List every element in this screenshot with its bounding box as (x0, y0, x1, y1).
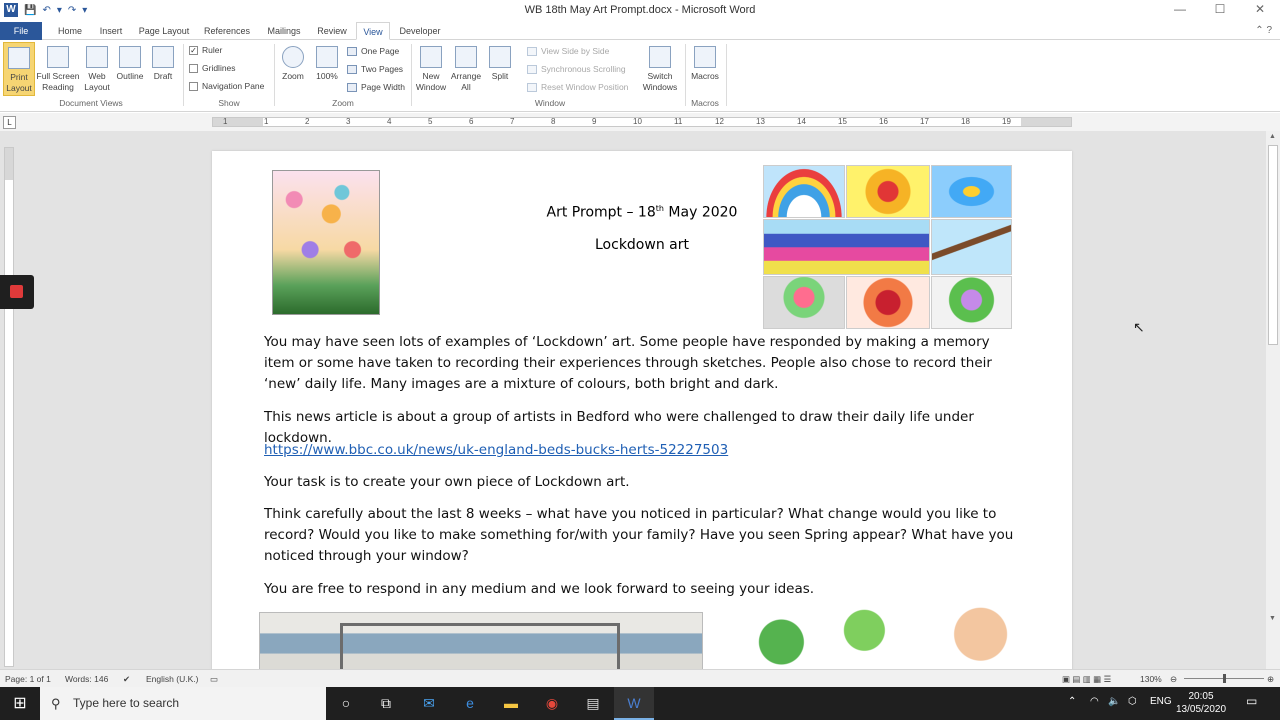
paragraph-article: This news article is about a group of artists in Bedford who were challenged to draw their daily life under lockdown. (264, 409, 974, 446)
ruler-top-margin (5, 148, 13, 180)
switch-windows-icon (649, 46, 671, 68)
recording-stop-button[interactable] (0, 275, 34, 309)
group-separator (183, 44, 184, 106)
group-separator (685, 44, 686, 106)
arrange-all-icon (455, 46, 477, 68)
reset-window-position-icon (527, 83, 537, 92)
vertical-ruler[interactable] (4, 147, 14, 667)
input-language[interactable]: ENG (1150, 696, 1172, 707)
ruler-check-icon: ✓ (190, 45, 197, 55)
paragraph-intro: You may have seen lots of examples of ‘Lockdown’ art. Some people have responded by making a memory item or some have taken to recording their experiences through sketches. People also chose to record their ‘new’ daily life. Many images are a mixture of colours, both bright and dark. (264, 334, 992, 392)
file-explorer-icon[interactable]: ▬ (504, 695, 518, 711)
ruler-number: 8 (551, 117, 556, 126)
ruler-number: 15 (838, 117, 847, 126)
minimize-button[interactable]: — (1174, 2, 1186, 16)
print-layout-icon (8, 47, 30, 69)
new-window-icon (420, 46, 442, 68)
view-side-by-side-button[interactable]: View Side by Side (527, 46, 609, 56)
group-label-window: Window (534, 98, 566, 108)
trees-painting-image (715, 603, 1047, 669)
word-taskbar-icon[interactable]: W (614, 687, 654, 720)
navigation-pane-check-icon (189, 82, 198, 91)
status-bar (0, 669, 1280, 687)
network-icon[interactable]: ◠ (1090, 696, 1099, 707)
art-collage-image (763, 165, 1012, 329)
ruler-number: 11 (674, 117, 683, 126)
store-icon[interactable]: ▤ (586, 695, 600, 711)
proofing-icon[interactable]: ✔ (123, 674, 131, 684)
flower-painting-image (272, 170, 380, 315)
ruler-bar (0, 113, 1280, 131)
split-button[interactable]: Split (486, 42, 514, 96)
undo-icon[interactable]: ↶ (42, 4, 51, 16)
view-buttons-icons[interactable]: ▣ ▤ ▥ ▦ ☰ (1062, 674, 1112, 684)
tab-view[interactable]: View (356, 22, 390, 40)
ruler-number: 12 (715, 117, 724, 126)
ruler-number: 19 (1002, 117, 1011, 126)
web-layout-icon (86, 46, 108, 68)
title-bar (0, 0, 1280, 22)
page-width-icon (347, 83, 357, 92)
ribbon (0, 40, 1280, 112)
full-screen-reading-icon (47, 46, 69, 68)
ruler-number: 16 (879, 117, 888, 126)
mouse-pointer-icon: ↖ (1133, 319, 1145, 335)
scrollbar-thumb[interactable] (1268, 145, 1278, 345)
ruler-number: 1 (223, 117, 228, 126)
zoom-100-icon (316, 46, 338, 68)
ribbon-tabs (0, 22, 1280, 40)
two-pages-button[interactable]: Two Pages (347, 64, 403, 74)
document-workspace (0, 131, 1280, 669)
chrome-icon[interactable]: ◉ (545, 695, 559, 711)
scroll-up-icon[interactable]: ▲ (1269, 133, 1276, 140)
group-separator (726, 44, 727, 106)
stop-icon (10, 285, 23, 298)
horizontal-ruler[interactable] (212, 117, 1072, 127)
group-separator (274, 44, 275, 106)
redo-icon[interactable]: ↷ (67, 4, 77, 16)
tab-insert[interactable]: Insert (99, 26, 123, 36)
ruler-number: 5 (428, 117, 433, 126)
window-controls (1160, 2, 1280, 16)
ruler-number: 18 (961, 117, 970, 126)
document-heading: Art Prompt – 18th May 2020 (546, 204, 738, 221)
navigation-pane-checkbox[interactable]: Navigation Pane (189, 81, 264, 91)
magnifier-icon (282, 46, 304, 68)
ruler-number: 9 (592, 117, 597, 126)
one-page-button[interactable]: One Page (347, 46, 399, 56)
gridlines-check-icon (189, 64, 198, 73)
cortana-icon[interactable]: ○ (341, 695, 351, 711)
word-count[interactable]: Words: 146 (65, 674, 109, 684)
search-icon: ⚲ (51, 696, 61, 711)
windows-taskbar (0, 687, 1280, 720)
macro-record-icon[interactable]: ▭ (210, 674, 219, 684)
print-layout-button[interactable]: Print Layout (3, 42, 35, 96)
ruler-number: 14 (797, 117, 806, 126)
tab-mailings[interactable]: Mailings (267, 26, 301, 36)
ruler-number: 4 (387, 117, 392, 126)
window-frame-shape (340, 623, 620, 669)
tab-references[interactable]: References (203, 26, 251, 36)
group-label-macros: Macros (691, 98, 719, 108)
ruler-right-margin (1021, 118, 1071, 126)
show-hidden-icons-icon[interactable]: ⌃ (1068, 696, 1077, 707)
ruler-number: 7 (510, 117, 515, 126)
macros-icon (694, 46, 716, 68)
arrange-all-button[interactable]: Arrange All (449, 42, 483, 96)
synchronous-scrolling-button[interactable]: Synchronous Scrolling (527, 64, 626, 74)
zoom-slider[interactable] (1184, 678, 1264, 679)
gridlines-checkbox[interactable]: Gridlines (189, 63, 236, 73)
volume-icon[interactable]: 🔈 (1108, 696, 1121, 707)
collage-butterfly-tile (931, 165, 1012, 218)
full-screen-reading-button[interactable]: Full Screen Reading (36, 42, 80, 96)
system-clock[interactable]: 20:05 13/05/2020 (1176, 691, 1227, 715)
zoom-in-icon[interactable]: ⊕ (1267, 674, 1275, 684)
collage-blossom-tile (931, 219, 1012, 275)
help-icon[interactable]: ⌃ ? (1255, 25, 1272, 36)
task-view-icon[interactable]: ⧉ (381, 695, 391, 711)
customize-qat-icon[interactable]: ▾ (82, 4, 88, 16)
scroll-down-icon[interactable]: ▼ (1269, 615, 1276, 622)
draft-icon (152, 46, 174, 68)
taskbar-search-box[interactable]: ⚲ Type here to search (40, 687, 326, 720)
dropbox-icon[interactable]: ⬡ (1128, 696, 1137, 707)
tab-page-layout[interactable]: Page Layout (138, 26, 190, 36)
ruler-number: 2 (305, 117, 310, 126)
split-icon (489, 46, 511, 68)
mail-icon[interactable]: ✉ (423, 695, 435, 711)
ruler-number: 6 (469, 117, 474, 126)
group-label-document-views: Document Views (59, 98, 123, 108)
zoom-slider-knob[interactable] (1223, 674, 1226, 683)
draft-button[interactable]: Draft (148, 42, 178, 96)
ruler-checkbox[interactable]: ✓ Ruler (190, 45, 223, 55)
group-label-zoom: Zoom (332, 98, 354, 108)
ruler-number: 3 (346, 117, 351, 126)
paragraph-task: Your task is to create your own piece of Lockdown art. (264, 474, 630, 490)
language-indicator[interactable]: English (U.K.) (146, 674, 199, 684)
vertical-scrollbar[interactable] (1266, 131, 1280, 669)
view-side-by-side-icon (527, 47, 537, 56)
zoom-button[interactable]: Zoom (278, 42, 308, 96)
new-window-button[interactable]: New Window (414, 42, 448, 96)
collage-flower-tile (846, 165, 930, 218)
save-icon[interactable]: 💾 (24, 4, 37, 16)
synchronous-scrolling-icon (527, 65, 537, 74)
tab-home[interactable]: Home (57, 26, 82, 36)
collage-lotus-tile (931, 276, 1012, 329)
zoom-100-button[interactable]: 100% (312, 42, 342, 96)
tab-review[interactable]: Review (317, 26, 347, 36)
ruler-number: 10 (633, 117, 642, 126)
collage-rose-tile (846, 276, 930, 329)
document-subheading: Lockdown art (595, 237, 689, 253)
outline-button[interactable]: Outline (114, 42, 146, 96)
ruler-left-margin (213, 118, 263, 126)
group-separator (411, 44, 412, 106)
bbc-news-link[interactable]: https://www.bbc.co.uk/news/uk-england-beds-bucks-herts-52227503 (264, 442, 729, 458)
macros-button[interactable]: Macros (688, 42, 722, 96)
window-sketch-image (259, 612, 703, 669)
switch-windows-button[interactable]: Switch Windows (638, 42, 682, 96)
notifications-icon[interactable]: ▭ (1246, 694, 1258, 708)
two-pages-icon (347, 65, 357, 74)
windows-start-icon[interactable]: ⊞ (13, 695, 27, 712)
paragraph-closing: You are free to respond in any medium and we look forward to seeing your ideas. (264, 581, 815, 597)
group-label-show: Show (218, 98, 240, 108)
zoom-out-icon[interactable]: ⊖ (1170, 674, 1178, 684)
dropdown-icon[interactable]: ▾ (56, 4, 62, 16)
collage-landscape-tile (763, 219, 930, 275)
collage-rainbow-tile (763, 165, 845, 218)
word-logo-icon: W (4, 3, 18, 17)
paragraph-questions: Think carefully about the last 8 weeks – what have you noticed in particular? What change would you like to record? Would you like to make something for/with your family? Have you seen Spring appear? What have you noticed through your window? (264, 506, 1014, 564)
web-layout-button[interactable]: Web Layout (82, 42, 112, 96)
zoom-level[interactable]: 130% (1140, 674, 1162, 684)
window-title: WB 18th May Art Prompt.docx - Microsoft Word (524, 4, 756, 16)
tab-developer[interactable]: Developer (399, 26, 441, 36)
tab-selector[interactable]: L (3, 116, 16, 129)
outline-icon (119, 46, 141, 68)
maximize-button[interactable]: ☐ (1214, 2, 1226, 16)
tab-file[interactable]: File (0, 22, 42, 40)
ruler-number: 13 (756, 117, 765, 126)
edge-icon[interactable]: e (466, 695, 474, 711)
ruler-number: 1 (264, 117, 269, 126)
ruler-number: 17 (920, 117, 929, 126)
collage-tulips-tile (763, 276, 845, 329)
page-width-button[interactable]: Page Width (347, 82, 405, 92)
one-page-icon (347, 47, 357, 56)
close-button[interactable]: ✕ (1254, 2, 1266, 16)
page-count[interactable]: Page: 1 of 1 (5, 674, 51, 684)
reset-window-position-button[interactable]: Reset Window Position (527, 82, 628, 92)
document-page[interactable] (212, 151, 1072, 669)
